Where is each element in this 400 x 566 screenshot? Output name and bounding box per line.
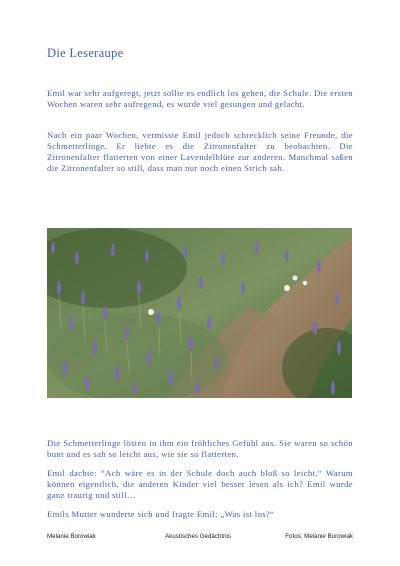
footer-series: Akustisches Gedächtnis — [165, 533, 232, 540]
paragraph-intro: Emil war sehr aufgeregt, jetzt sollte es endlich los gehen, die Schule. Die ersten Wochen waren sehr aufregend, es wurde viel gesungen und gelacht. — [47, 88, 353, 109]
footer-author: Melanie Borowiak — [47, 533, 96, 540]
lavender-garden-photo — [47, 228, 352, 398]
paragraph-butterflies: Nach ein paar Wochen, vermisste Emil jedoch schrecklich seine Freunde, die Schmetterlinge. Er liebte es die Zitronenfalter zu beobachten. Die Zitronenfalter flatterten von einer Lavendelblüte zur anderen. Manchmal saßen die Zitronenfalter so still, dass man nur noch einen Strich sah. — [47, 130, 353, 173]
page-footer — [47, 533, 353, 543]
paragraph-feelings: Die Schmetterlinge lösten in ihm ein fröhliches Gefühl aus. Sie waren so schön bunt und es sah so leicht aus, wie sie so flatterten. — [47, 438, 353, 459]
photo-illustration — [47, 228, 352, 398]
paragraph-emil-thinks: Emil dachte: “Ach wäre es in der Schule doch auch bloß so leicht.“ Warum können eigentlich, die anderen Kinder viel besser lesen als ich? Emil wurde ganz traurig und still… — [47, 468, 353, 500]
paragraph-mother-asks: Emils Mutter wunderte sich und fragte Emil: „Was ist los?“ — [47, 509, 275, 519]
footer-photo-credit: Fotos: Melanie Borowiak — [285, 533, 353, 540]
document-title: Die Leseraupe — [47, 46, 124, 60]
